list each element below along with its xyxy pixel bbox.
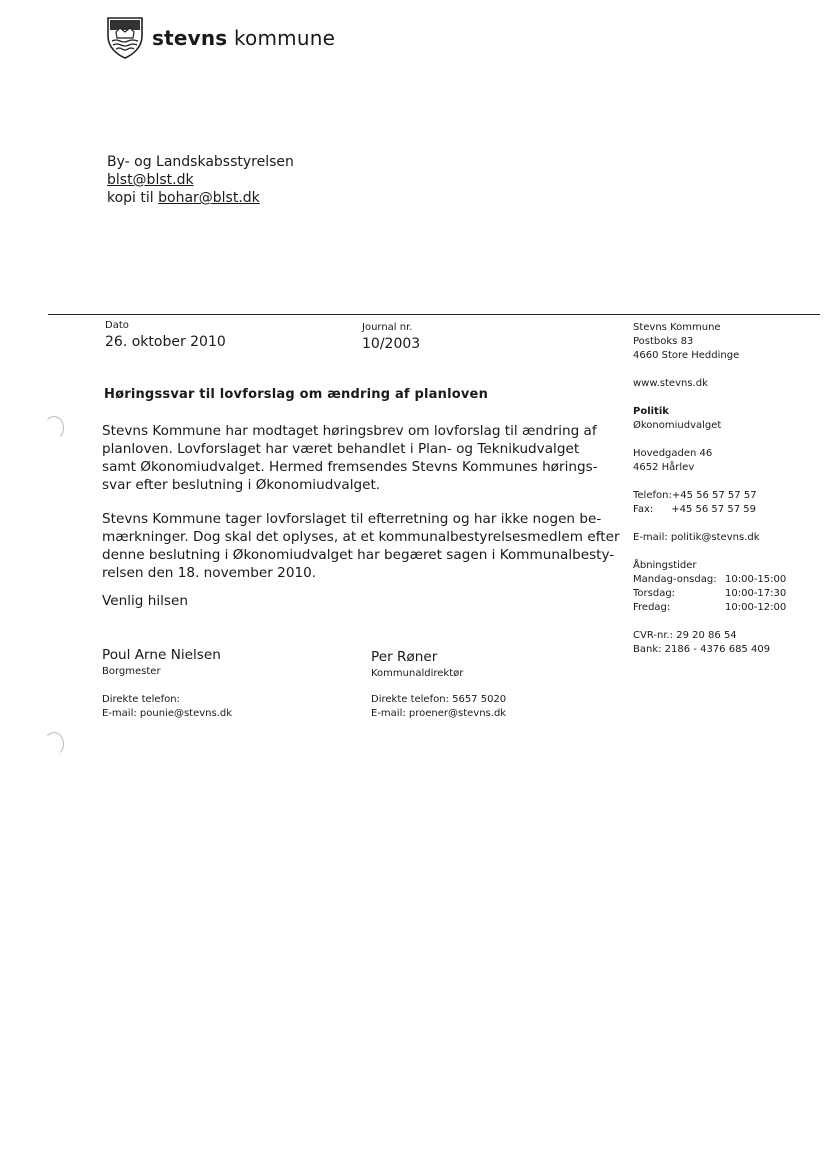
signer-phone: Direkte telefon: 5657 5020 bbox=[371, 694, 507, 705]
signer-email: E-mail: proener@stevns.dk bbox=[371, 708, 507, 719]
punch-hole-mark bbox=[44, 416, 64, 440]
sidebar-fax: +45 56 57 57 59 bbox=[671, 504, 756, 515]
body-line: denne beslutning i Økonomiudvalget har begæret sagen i Kommunalbesty- bbox=[102, 547, 615, 563]
body-line: svar efter beslutning i Økonomiudvalget. bbox=[102, 477, 381, 493]
journal-value: 10/2003 bbox=[362, 336, 421, 352]
sidebar-fax-row bbox=[633, 503, 786, 517]
signer-name: Poul Arne Nielsen bbox=[102, 647, 221, 663]
letter-subject: Høringssvar til lovforslag om ændring af planloven bbox=[104, 387, 489, 402]
signer-title: Kommunaldirektør bbox=[371, 668, 464, 679]
sidebar-contact bbox=[633, 321, 786, 657]
recipient-email-link[interactable]: blst@blst.dk bbox=[107, 172, 194, 188]
date-label: Dato bbox=[105, 320, 129, 331]
sidebar-fax-label: Fax: bbox=[633, 504, 654, 515]
body-line: Stevns Kommune har modtaget høringsbrev om lovforslag til ændring af bbox=[102, 423, 597, 439]
copy-email-link[interactable]: bohar@blst.dk bbox=[158, 190, 260, 206]
sidebar-street: Hovedgaden 46 bbox=[633, 448, 713, 459]
signature-2 bbox=[371, 649, 506, 721]
hours-row: Fredag: 10:00-12:00 bbox=[633, 602, 787, 613]
date-value: 26. oktober 2010 bbox=[105, 334, 226, 350]
opening-hours-table bbox=[633, 573, 786, 615]
sidebar-web-link[interactable]: www.stevns.dk bbox=[633, 378, 708, 389]
logo bbox=[106, 16, 335, 60]
sidebar-town: 4652 Hårlev bbox=[633, 462, 695, 473]
signer-title: Borgmester bbox=[102, 666, 161, 677]
recipient-block bbox=[107, 153, 294, 207]
closing: Venlig hilsen bbox=[102, 593, 188, 609]
punch-hole-mark bbox=[44, 732, 64, 756]
sidebar-email-link[interactable]: E-mail: politik@stevns.dk bbox=[633, 532, 760, 543]
municipal-crest-icon bbox=[106, 16, 144, 60]
signature-1 bbox=[102, 647, 232, 721]
brand-name: stevns kommune bbox=[152, 26, 336, 50]
body-line: mærkninger. Dog skal det oplyses, at et kommunalbestyrelsesmedlem efter bbox=[102, 529, 620, 545]
body-paragraph-1 bbox=[102, 422, 622, 494]
journal-label: Journal nr. bbox=[362, 322, 413, 333]
hours-row: Mandag-onsdag: 10:00-15:00 bbox=[633, 574, 787, 585]
sidebar-org: Stevns Kommune bbox=[633, 322, 721, 333]
header-divider bbox=[48, 314, 820, 315]
body-line: planloven. Lovforslaget har været behandlet i Plan- og Teknikudvalget bbox=[102, 441, 580, 457]
sidebar-cvr: CVR-nr.: 29 20 86 54 bbox=[633, 630, 737, 641]
signer-name: Per Røner bbox=[371, 649, 438, 665]
body-paragraph-2 bbox=[102, 510, 622, 582]
body-line: Stevns Kommune tager lovforslaget til efterretning og har ikke nogen be- bbox=[102, 511, 602, 527]
body-line: samt Økonomiudvalget. Hermed fremsendes Stevns Kommunes hørings- bbox=[102, 459, 598, 475]
sidebar-postbox: Postboks 83 bbox=[633, 336, 694, 347]
body-line: relsen den 18. november 2010. bbox=[102, 565, 317, 581]
copy-prefix: kopi til bbox=[107, 190, 154, 206]
sidebar-hours-heading: Åbningstider bbox=[633, 560, 697, 571]
recipient-name: By- og Landskabsstyrelsen bbox=[107, 154, 294, 170]
signer-email: E-mail: pounie@stevns.dk bbox=[102, 708, 233, 719]
sidebar-bank: Bank: 2186 - 4376 685 409 bbox=[633, 644, 771, 655]
hours-row: Torsdag: 10:00-17:30 bbox=[633, 588, 787, 599]
sidebar-city: 4660 Store Heddinge bbox=[633, 350, 740, 361]
sidebar-dept: Økonomiudvalget bbox=[633, 420, 722, 431]
sidebar-dept-heading: Politik bbox=[633, 406, 669, 417]
sidebar-phone: Telefon:+45 56 57 57 57 bbox=[633, 490, 757, 501]
signer-phone: Direkte telefon: bbox=[102, 694, 180, 705]
